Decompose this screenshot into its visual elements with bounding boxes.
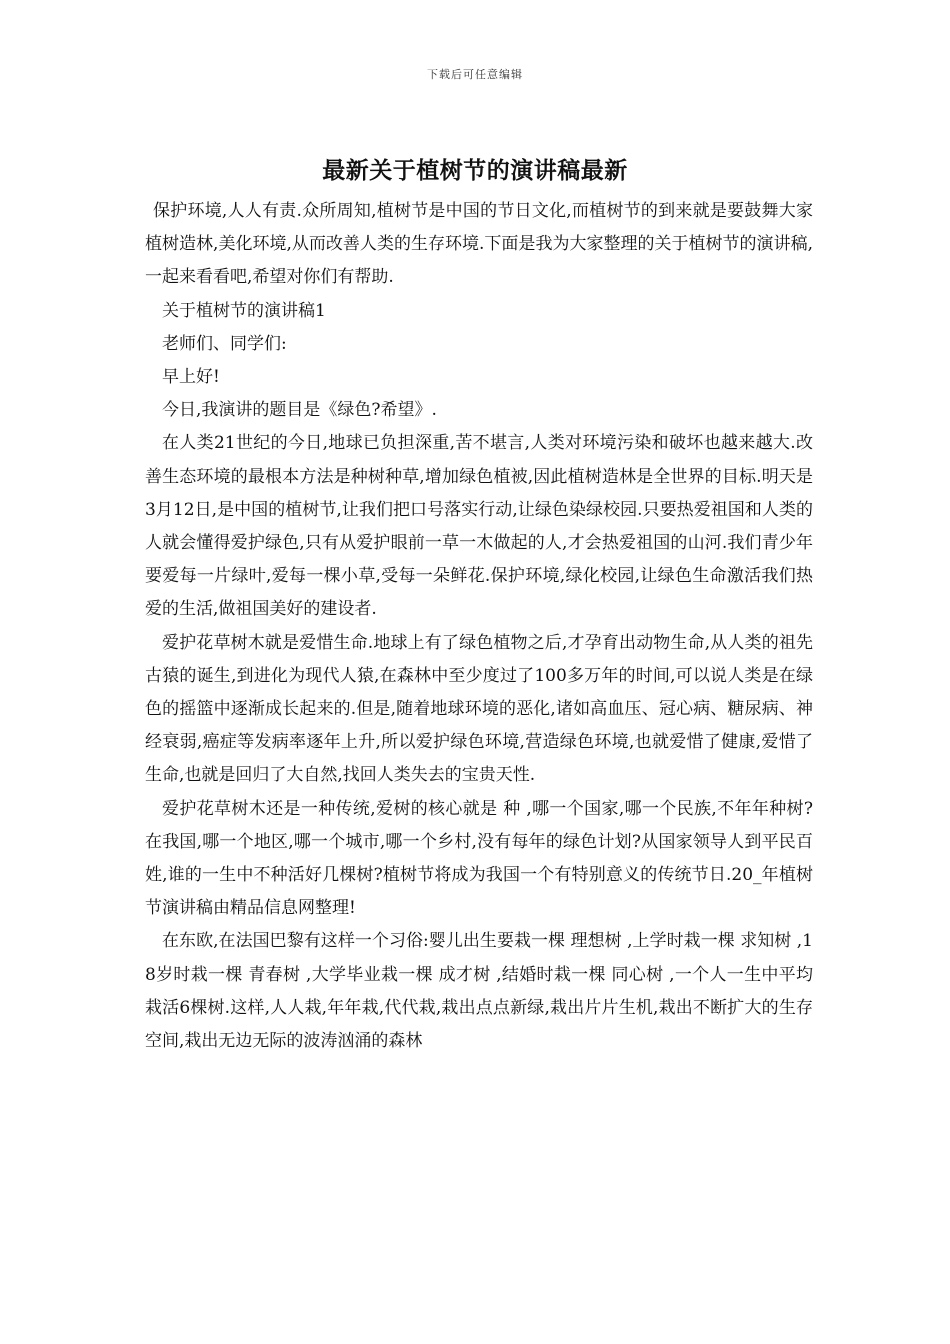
header-note: 下载后可任意编辑 bbox=[427, 68, 523, 81]
salutation: 老师们、同学们: bbox=[162, 333, 287, 354]
document-body bbox=[145, 195, 813, 1058]
body-paragraph: 爱护花草树木还是一种传统,爱树的核心就是 种 ,哪一个国家,哪一个民族,不年年种树?在我国,哪一个地区,哪一个城市,哪一个乡村,没有每年的绿色计划?从国家领导人到平民百姓,谁的一生中不种活好几棵树?植树节将成为我国一个有特别意义的传统节日.20_年植树节演讲稿由精品信息网整理! bbox=[145, 798, 813, 919]
speech-topic: 今日,我演讲的题目是《绿色?希望》. bbox=[162, 400, 437, 421]
document-title: 最新关于植树节的演讲稿最新 bbox=[322, 158, 628, 184]
body-paragraph: 爱护花草树木就是爱惜生命.地球上有了绿色植物之后,才孕育出动物生命,从人类的祖先古猿的诞生,到进化为现代人猿,在森林中至少度过了100多万年的时间,可以说人类是在绿色的摇篮中逐渐成长起来的.但是,随着地球环境的恶化,诸如高血压、冠心病、糖尿病、神经衰弱,癌症等发病率逐年上升,所以爱护绿色环境,营造绿色环境,也就爱惜了健康,爱惜了生命,也就是回归了大自然,找回人类失去的宝贵天性. bbox=[145, 632, 813, 786]
greeting: 早上好! bbox=[162, 367, 220, 388]
body-paragraph: 在人类21世纪的今日,地球已负担深重,苦不堪言,人类对环境污染和破坏也越来越大.改善生态环境的最根本方法是种树种草,增加绿色植被,因此植树造林是全世界的目标.明天是3月12日,是中国的植树节,让我们把口号落实行动,让绿色染绿校园.只要热爱祖国和人类的人就会懂得爱护绿色,只有从爱护眼前一草一木做起的人,才会热爱祖国的山河.我们青少年要爱每一片绿叶,爱每一棵小草,受每一朵鲜花.保护环境,绿化校园,让绿色生命激活我们热爱的生活,做祖国美好的建设者. bbox=[145, 433, 813, 620]
section-heading: 关于植树节的演讲稿1 bbox=[162, 300, 326, 321]
intro-paragraph: 保护环境,人人有责.众所周知,植树节是中国的节日文化,而植树节的到来就是要鼓舞大家植树造林,美化环境,从而改善人类的生存环境.下面是我为大家整理的关于植树节的演讲稿,一起来看看吧,希望对你们有帮助. bbox=[145, 201, 813, 288]
body-paragraph: 在东欧,在法国巴黎有这样一个习俗:婴儿出生要栽一棵 理想树 ,上学时栽一棵 求知树 ,18岁时栽一棵 青春树 ,大学毕业栽一棵 成才树 ,结婚时栽一棵 同心树 ,一个人一生中平均栽活6棵树.这样,人人栽,年年栽,代代栽,栽出点点新绿,栽出片片生机,栽出不断扩大的生存空间,栽出无边无际的波涛汹涌的森林 bbox=[145, 931, 813, 1052]
